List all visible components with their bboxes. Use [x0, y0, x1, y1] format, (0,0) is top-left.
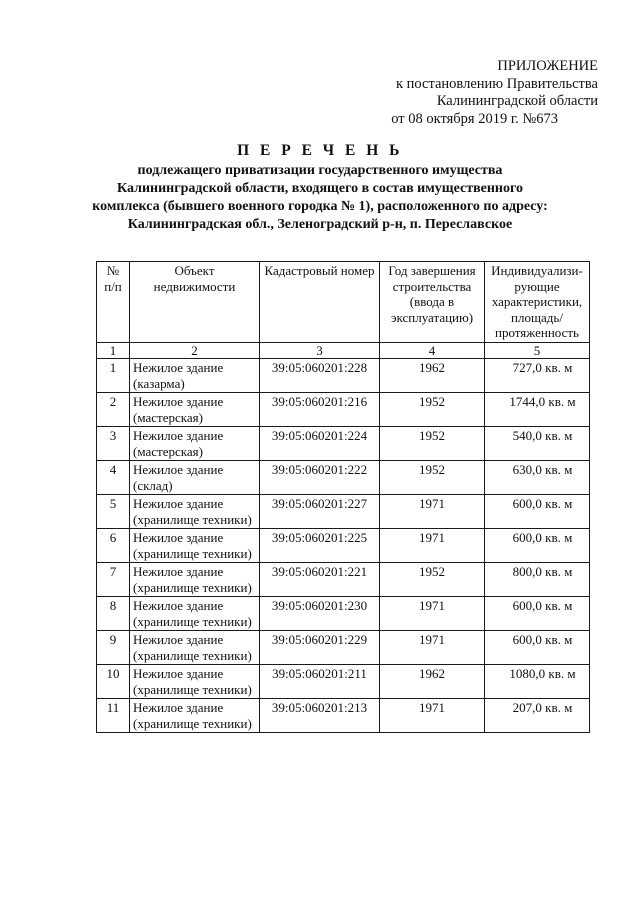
table-row	[97, 597, 590, 631]
row-object: Нежилое здание (хранилище техники)	[130, 495, 260, 529]
row-cadastral-number: 39:05:060201:230	[260, 597, 380, 631]
table-row	[97, 699, 590, 733]
row-cadastral-number: 39:05:060201:222	[260, 461, 380, 495]
row-year: 1962	[380, 359, 485, 393]
document-title: П Е Р Е Ч Е Н Ь	[237, 142, 403, 159]
row-area: 600,0 кв. м	[485, 529, 590, 563]
row-area: 600,0 кв. м	[485, 631, 590, 665]
row-cadastral-number: 39:05:060201:229	[260, 631, 380, 665]
table-row	[97, 393, 590, 427]
row-number: 4	[97, 461, 130, 495]
row-year: 1971	[380, 495, 485, 529]
row-area: 1080,0 кв. м	[485, 665, 590, 699]
row-area: 630,0 кв. м	[485, 461, 590, 495]
table-row	[97, 359, 590, 393]
row-year: 1971	[380, 631, 485, 665]
row-object: Нежилое здание (хранилище техники)	[130, 631, 260, 665]
row-cadastral-number: 39:05:060201:225	[260, 529, 380, 563]
row-object: Нежилое здание (склад)	[130, 461, 260, 495]
subtitle-line-3: комплекса (бывшего военного городка № 1), расположенного по адресу:	[92, 199, 548, 214]
row-cadastral-number: 39:05:060201:224	[260, 427, 380, 461]
row-cadastral-number: 39:05:060201:213	[260, 699, 380, 733]
header-object: Объект недвижимости	[130, 262, 260, 343]
row-year: 1971	[380, 699, 485, 733]
row-object: Нежилое здание (хранилище техники)	[130, 563, 260, 597]
table-row	[97, 495, 590, 529]
row-year: 1962	[380, 665, 485, 699]
property-table-body	[97, 262, 590, 733]
row-number: 9	[97, 631, 130, 665]
column-number: 4	[380, 342, 485, 359]
subtitle-line-2: Калининградской области, входящего в состав имущественного	[117, 181, 523, 196]
row-number: 1	[97, 359, 130, 393]
row-number: 3	[97, 427, 130, 461]
column-number-row	[97, 342, 590, 359]
row-area: 1744,0 кв. м	[485, 393, 590, 427]
row-object: Нежилое здание (хранилище техники)	[130, 665, 260, 699]
row-cadastral-number: 39:05:060201:211	[260, 665, 380, 699]
row-year: 1952	[380, 563, 485, 597]
row-number: 6	[97, 529, 130, 563]
table-row	[97, 665, 590, 699]
row-object: Нежилое здание (мастерская)	[130, 427, 260, 461]
appendix-line-1: к постановлению Правительства	[396, 75, 598, 92]
row-area: 600,0 кв. м	[485, 495, 590, 529]
row-object: Нежилое здание (казарма)	[130, 359, 260, 393]
row-year: 1971	[380, 529, 485, 563]
row-cadastral-number: 39:05:060201:228	[260, 359, 380, 393]
row-cadastral-number: 39:05:060201:221	[260, 563, 380, 597]
table-row	[97, 427, 590, 461]
column-number: 2	[130, 342, 260, 359]
row-number: 2	[97, 393, 130, 427]
document-subtitle	[80, 162, 560, 234]
row-year: 1952	[380, 427, 485, 461]
appendix-date-line: от 08 октября 2019 г. №673	[391, 110, 558, 127]
row-area: 600,0 кв. м	[485, 597, 590, 631]
row-year: 1971	[380, 597, 485, 631]
row-object: Нежилое здание (мастерская)	[130, 393, 260, 427]
table-row	[97, 563, 590, 597]
row-cadastral-number: 39:05:060201:227	[260, 495, 380, 529]
appendix-line-2: Калининградской области	[436, 93, 598, 109]
row-object: Нежилое здание (хранилище техники)	[130, 529, 260, 563]
header-cadastral: Кадастровый номер	[260, 262, 380, 343]
row-number: 7	[97, 563, 130, 597]
row-area: 800,0 кв. м	[485, 563, 590, 597]
column-number: 3	[260, 342, 380, 359]
header-characteristics: Индивидуализи-рующие характеристики, площадь/ протяженность	[485, 262, 590, 343]
row-cadastral-number: 39:05:060201:216	[260, 393, 380, 427]
row-object: Нежилое здание (хранилище техники)	[130, 597, 260, 631]
row-number: 10	[97, 665, 130, 699]
row-year: 1952	[380, 393, 485, 427]
row-number: 11	[97, 699, 130, 733]
column-number: 1	[97, 342, 130, 359]
header-year: Год завершения строительства (ввода в эксплуатацию)	[380, 262, 485, 343]
row-object: Нежилое здание (хранилище техники)	[130, 699, 260, 733]
row-number: 8	[97, 597, 130, 631]
header-num: № п/п	[97, 262, 130, 343]
table-row	[97, 529, 590, 563]
subtitle-line-4: Калининградская обл., Зеленоградский р-н, п. Переславское	[127, 217, 513, 232]
subtitle-line-1: подлежащего приватизации государственного имущества	[137, 163, 503, 178]
row-number: 5	[97, 495, 130, 529]
appendix-title: ПРИЛОЖЕНИЕ	[497, 58, 598, 74]
column-number: 5	[485, 342, 590, 359]
row-area: 207,0 кв. м	[485, 699, 590, 733]
appendix-block	[300, 58, 598, 128]
table-row	[97, 461, 590, 495]
row-area: 540,0 кв. м	[485, 427, 590, 461]
table-row	[97, 631, 590, 665]
row-area: 727,0 кв. м	[485, 359, 590, 393]
property-table	[96, 261, 590, 733]
row-year: 1952	[380, 461, 485, 495]
table-header-row	[97, 262, 590, 343]
